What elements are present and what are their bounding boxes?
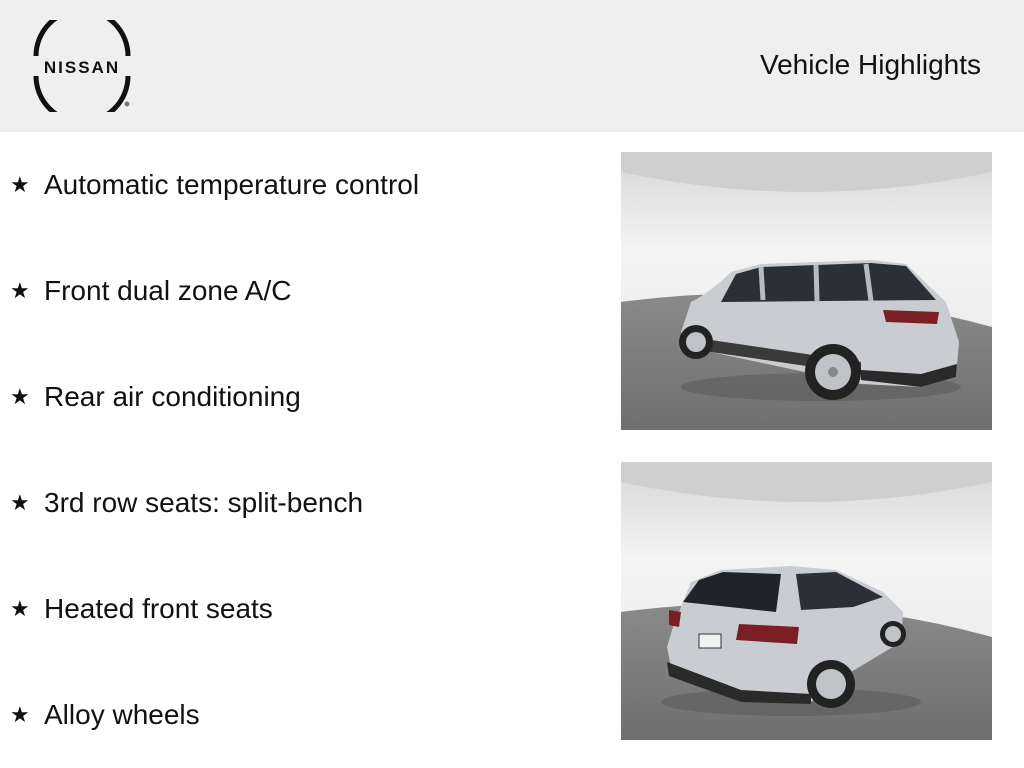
star-icon: ★: [10, 490, 30, 515]
vehicle-photo-side: [621, 152, 992, 430]
highlight-label: Alloy wheels: [44, 699, 200, 730]
highlight-label: Front dual zone A/C: [44, 275, 292, 306]
nissan-logo: [26, 20, 138, 112]
highlight-label: 3rd row seats: split-bench: [44, 487, 364, 518]
page-title: Vehicle Highlights: [759, 49, 981, 80]
list-item: [10, 271, 291, 311]
star-icon: ★: [10, 596, 30, 621]
list-item: [10, 589, 273, 629]
list-item: [10, 377, 301, 417]
star-icon: ★: [10, 172, 30, 197]
list-item: [10, 165, 419, 205]
logo-text: NISSAN: [43, 58, 121, 77]
highlight-label: Automatic temperature control: [44, 169, 420, 200]
star-icon: ★: [10, 278, 30, 303]
list-item: [10, 695, 200, 735]
star-icon: ★: [10, 702, 30, 727]
list-item: [10, 483, 363, 523]
vehicle-photo-rear: [621, 462, 992, 740]
highlight-label: Heated front seats: [44, 593, 273, 624]
header-bar: [0, 0, 1024, 132]
star-icon: ★: [10, 384, 30, 409]
highlight-label: Rear air conditioning: [44, 381, 301, 412]
